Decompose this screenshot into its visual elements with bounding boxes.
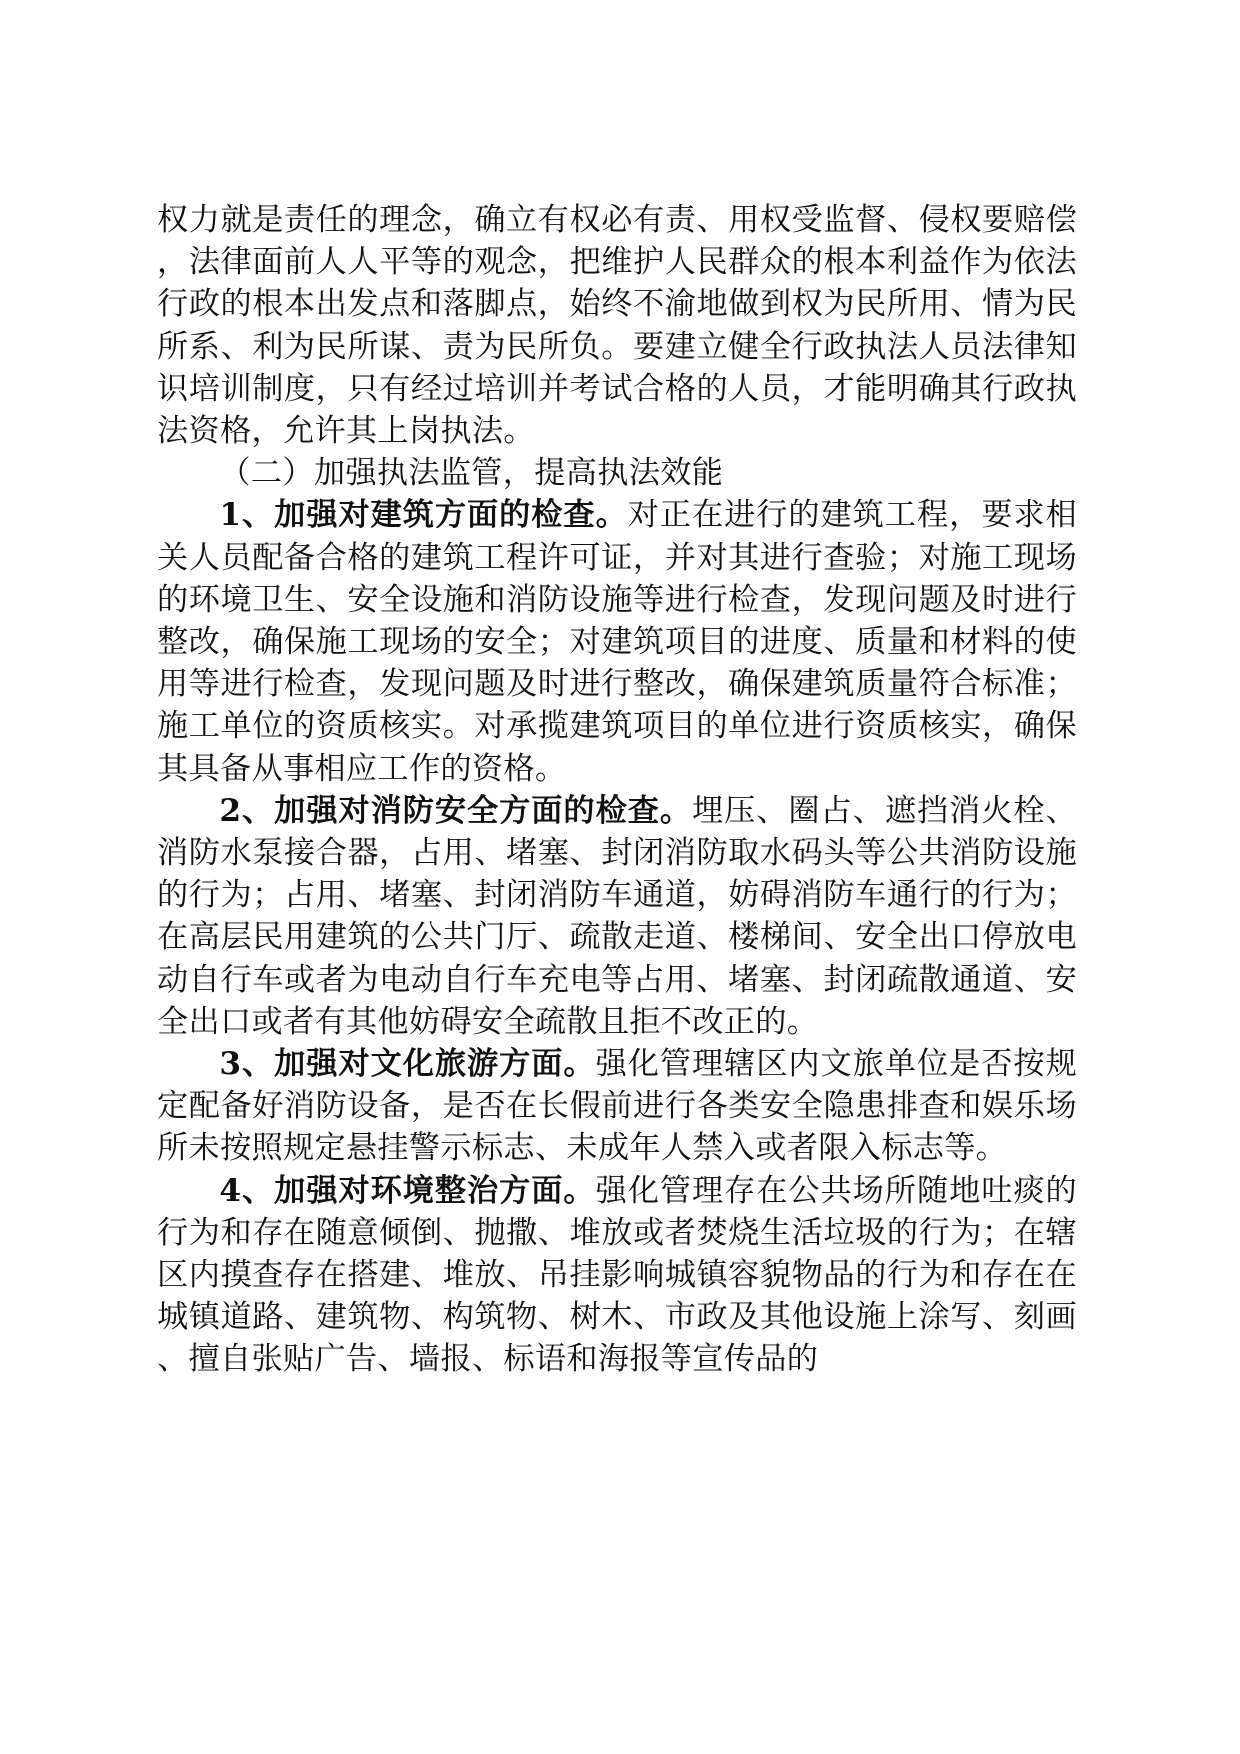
item-body-building: 对正在进行的建筑工程，要求相关人员配备合格的建筑工程许可证，并对其进行查验；对施工现场的环境卫生、安全设施和消防设施等进行检查，发现问题及时进行整改，确保施工现场的安全；对建筑项目的进度、质量和材料的使用等进行检查，发现问题及时进行整改，确保建筑质量符合标准；施工单位的资质核实。对承揽建筑项目的单位进行资质核实，确保其具备从事相应工作的资格。 xyxy=(157,497,1077,787)
item-lead-environment: 4、加强对环境整治方面。 xyxy=(219,1172,596,1209)
item-lead-culture-tourism: 3、加强对文化旅游方面。 xyxy=(219,1046,596,1083)
list-item-fire-safety xyxy=(157,790,1077,1043)
item-body-environment: 强化管理存在公共场所随地吐痰的行为和存在随意倾倒、抛撒、堆放或者焚烧生活垃圾的行为；在辖区内摸查存在搭建、堆放、吊挂影响城镇容貌物品的行为和存在在城镇道路、建筑物、构筑物、树木、市政及其他设施上涂写、刻画、擅自张贴广告、墙报、标语和海报等宣传品的 xyxy=(157,1172,1077,1378)
item-lead-building: 1、加强对建筑方面的检查。 xyxy=(219,497,628,534)
section-heading: （二）加强执法监管，提高执法效能 xyxy=(219,455,724,492)
item-body-fire-safety: 埋压、圈占、遮挡消火栓、消防水泵接合器，占用、堵塞、封闭消防取水码头等公共消防设施的行为；占用、堵塞、封闭消防车通道，妨碍消防车通行的行为；在高层民用建筑的公共门厅、疏散走道、楼梯间、安全出口停放电动自行车或者为电动自行车充电等占用、堵塞、封闭疏散通道、安全出口或者有其他妨碍安全疏散且拒不改正的。 xyxy=(157,792,1077,1040)
document-body xyxy=(157,199,1077,1381)
item-body-culture-tourism: 强化管理辖区内文旅单位是否按规定配备好消防设备，是否在长假前进行各类安全隐患排查和娱乐场所未按照规定悬挂警示标志、未成年人禁入或者限入标志等。 xyxy=(157,1046,1077,1167)
paragraph-continued: 权力就是责任的理念，确立有权必有责、用权受监督、侵权要赔偿，法律面前人人平等的观念，把维护人民群众的根本利益作为依法行政的根本出发点和落脚点，始终不渝地做到权为民所用、情为民所系、利为民所谋、责为民所负。要建立健全行政执法人员法律知识培训制度，只有经过培训并考试合格的人员，才能明确其行政执法资格，允许其上岗执法。 xyxy=(157,202,1077,450)
list-item-culture-tourism xyxy=(157,1043,1077,1170)
list-item-building-inspection xyxy=(157,494,1077,789)
item-lead-fire-safety: 2、加强对消防安全方面的检查。 xyxy=(219,792,692,829)
list-item-environment xyxy=(157,1170,1077,1381)
